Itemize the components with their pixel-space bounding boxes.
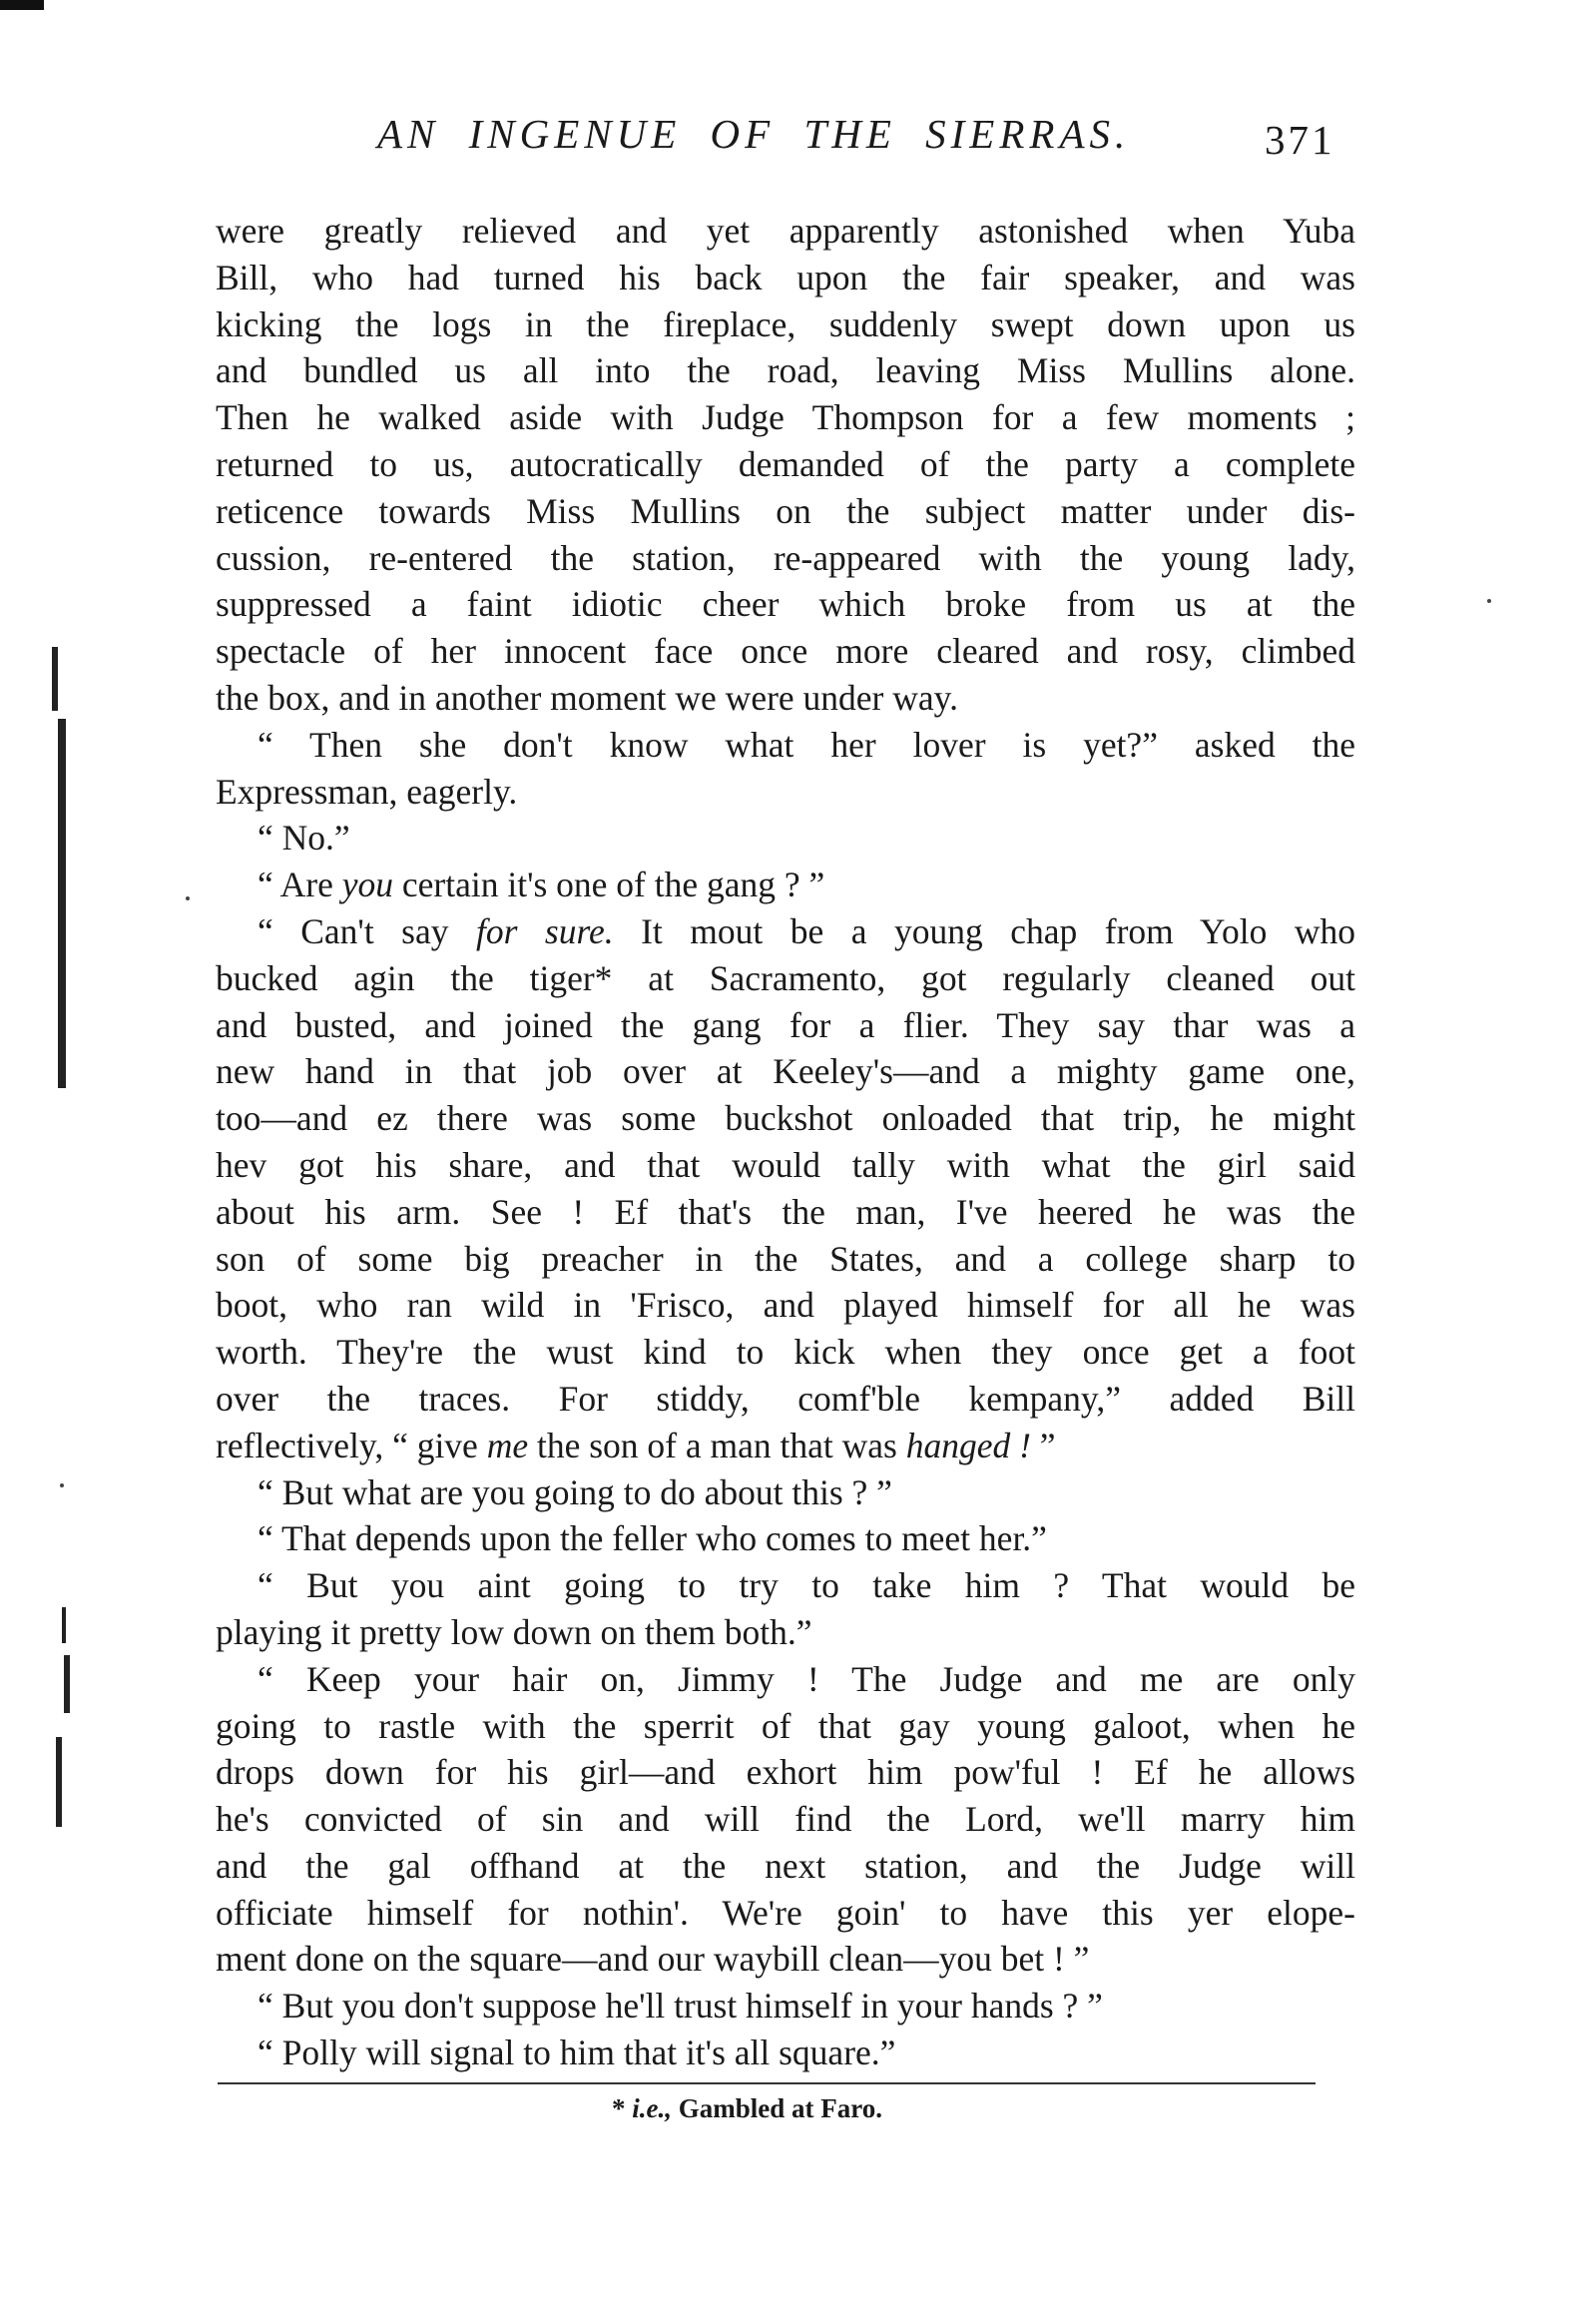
running-title: AN INGENUE OF THE SIERRAS.: [377, 111, 1131, 157]
text-line: “ Polly will signal to him that it's all square.”: [258, 2033, 896, 2073]
text-line: reticence towards Miss Mullins on the subject matter under dis-: [216, 490, 1355, 531]
scan-edge-mark: [56, 1737, 62, 1827]
text-line: returned to us, autocratically demanded of the party a complete: [216, 443, 1355, 484]
text-line: son of some big preacher in the States, and a college sharp to: [216, 1238, 1355, 1279]
text-line: and bundled us all into the road, leaving Miss Mullins alone.: [216, 350, 1355, 391]
text-line: Bill, who had turned his back upon the fair speaker, and was: [216, 257, 1355, 297]
text-line: “ No.”: [258, 818, 350, 859]
text-line: drops down for his girl—and exhort him pow'ful ! Ef he allows: [216, 1752, 1355, 1793]
text-line: Expressman, eagerly.: [216, 771, 518, 812]
scan-speck: [60, 1483, 64, 1487]
italic-run: me: [486, 1425, 529, 1465]
page-number: 371: [1265, 117, 1335, 163]
text-line: over the traces. For stiddy, comf'ble kempany,” added Bill: [216, 1378, 1355, 1419]
text-line: suppressed a faint idiotic cheer which broke from us at the: [216, 584, 1355, 625]
text-run: certain it's one of the gang ? ”: [393, 865, 825, 905]
text-line: “ Keep your hair on, Jimmy ! The Judge and me are only: [258, 1658, 1355, 1699]
scan-speck: [1487, 599, 1491, 603]
text-line: “ Then she don't know what her lover is yet?” asked the: [258, 724, 1355, 765]
text-line: new hand in that job over at Keeley's—and a mighty game one,: [216, 1051, 1355, 1092]
text-line: the box, and in another moment we were under way.: [216, 677, 958, 718]
text-line: cussion, re-entered the station, re-appeared with the young lady,: [216, 537, 1355, 578]
text-line: “ That depends upon the feller who comes to meet her.”: [258, 1518, 1047, 1559]
scan-edge-mark: [58, 719, 66, 1088]
text-line: too—and ez there was some buckshot onloaded that trip, he might: [216, 1098, 1355, 1139]
text-line: Then he walked aside with Judge Thompson for a few moments ;: [216, 397, 1355, 438]
text-line: [216, 908, 1355, 955]
scan-edge-mark: [64, 1655, 70, 1713]
scan-edge-mark: [62, 1607, 66, 1643]
text-line: playing it pretty low down on them both.”: [216, 1611, 812, 1652]
italic-run: for sure.: [476, 910, 614, 951]
text-line: bucked agin the tiger* at Sacramento, got regularly cleaned out: [216, 957, 1355, 998]
footnote-marker: *: [612, 2093, 633, 2123]
scan-speck: [186, 896, 190, 900]
text-line: he's convicted of sin and will find the Lord, we'll marry him: [216, 1799, 1355, 1840]
text-line: kicking the logs in the fireplace, suddenly swept down upon us: [216, 303, 1355, 344]
italic-run: hanged !: [905, 1425, 1031, 1465]
text-line: “ But you don't suppose he'll trust himself in your hands ? ”: [258, 1986, 1103, 2027]
text-run: the son of a man that was: [528, 1425, 906, 1465]
text-line: “ But you aint going to try to take him ? That would be: [258, 1565, 1355, 1606]
text-line: going to rastle with the sperrit of that gay young galoot, when he: [216, 1705, 1355, 1746]
text-line: ment done on the square—and our waybill clean—you bet ! ”: [216, 1939, 1090, 1980]
text-line: [216, 862, 1355, 908]
text-run: “ Can't say: [258, 910, 476, 951]
scan-corner-mark: [0, 0, 44, 10]
text-line: [216, 1423, 1355, 1469]
text-run: It mout be a young chap from Yolo who: [613, 910, 1355, 951]
text-line: and the gal offhand at the next station, and the Judge will: [216, 1845, 1355, 1886]
text-run: ”: [1030, 1425, 1056, 1465]
footnote-text: Gambled at Faro.: [672, 2093, 882, 2123]
footnote: [612, 2093, 1131, 2124]
text-line: “ But what are you going to do about this ? ”: [258, 1471, 892, 1512]
text-line: worth. They're the wust kind to kick when they once get a foot: [216, 1332, 1355, 1373]
text-line: officiate himself for nothin'. We're goin' to have this yer elope-: [216, 1892, 1355, 1933]
text-line: and busted, and joined the gang for a flier. They say thar was a: [216, 1004, 1355, 1045]
footnote-abbrev: i.e.,: [632, 2093, 672, 2123]
italic-run: you: [341, 865, 394, 905]
text-line: hev got his share, and that would tally with what the girl said: [216, 1144, 1355, 1185]
text-run: reflectively, “ give: [216, 1425, 487, 1465]
footnote-rule: [218, 2082, 1316, 2084]
body-text: [216, 208, 1355, 2076]
text-line: were greatly relieved and yet apparently astonished when Yuba: [216, 211, 1355, 251]
text-line: boot, who ran wild in 'Frisco, and played himself for all he was: [216, 1285, 1355, 1326]
scan-edge-mark: [52, 647, 58, 711]
text-line: spectacle of her innocent face once more cleared and rosy, climbed: [216, 631, 1355, 672]
text-line: about his arm. See ! Ef that's the man, I've heered he was the: [216, 1191, 1355, 1232]
text-run: “ Are: [258, 865, 342, 905]
